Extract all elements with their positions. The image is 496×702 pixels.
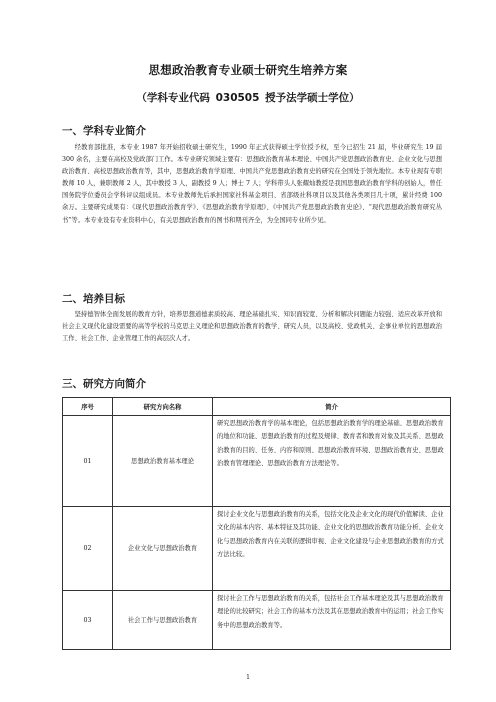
page-number: 1 bbox=[246, 674, 250, 681]
row-direction-name: 企业文化与思想政治教育 bbox=[113, 507, 213, 591]
overview-text: 经教育部批准，本专业 1987 年开始招收硕士研究生，1990 年正式获得硕士学位授予权，至今已招生 21 届，毕业研究生 19 届 300 余名，主要在高校及党政部门工作。本专业研究领域主要有：思想政治教育基本理论、中国共产党思想政治教育史、企业文化与思想政治教育、高校思想政治教育等，其中，思想政治教育学原理、中国共产党思想政治教育史的研究在全国处于领先地位。本专业现有专职教师 10 人，兼职教师 2 人，其中教授 3 人，副教授 9 人；博士 7 人；学科带头人张耀灿教授是我国思想政治教育学科的创始人，曾任国务院学位委员会学科评议组成员。本专业教师先后承担国家社科基金项目、省部级社科项目以及其他各类项目几十项，累计经费 100 余万。主要研究成果有：《现代思想政治教育学》、《思想政治教育学原理》、《中国共产党思想政治教育史论》、“现代思想政治教育研究丛书”等。本专业设有专业资料中心，有关思想政治教育的图书和期刊齐全，为全国同专业所少见。 bbox=[62, 144, 442, 224]
row-number: 03 bbox=[63, 591, 113, 650]
row-description: 探讨社会工作与思想政治教育的关系，包括社会工作基本理论及其与思想政治教育理论的比较研究；社会工作的基本方法及其在思想政治教育中的运用；社会工作实务中的思想政治教育等。 bbox=[213, 591, 451, 650]
table-row bbox=[63, 507, 451, 591]
row-direction-name: 思想政治教育基本理论 bbox=[113, 416, 213, 507]
section-heading-directions: 三、研究方向简介 bbox=[62, 378, 146, 390]
header-number: 序号 bbox=[63, 398, 113, 416]
table-row bbox=[63, 591, 451, 650]
row-description: 探讨企业文化与思想政治教育的关系，包括文化及企业文化的现代价值解读、企业文化的基本内容、基本特征及其功能、企业文化的思想政治教育功能分析、企业文化与思想政治教育内在关联的逻辑审视、企业文化建设与企业思想政治教育的方式方法比较。 bbox=[213, 507, 451, 591]
document-title: 思想政治教育专业硕士研究生培养方案 bbox=[148, 63, 348, 77]
section-heading-overview: 一、学科专业简介 bbox=[62, 125, 146, 137]
document-subtitle: （学科专业代码 030505 授予法学硕士学位） bbox=[136, 92, 360, 104]
table-header-row bbox=[63, 398, 451, 416]
row-number: 02 bbox=[63, 507, 113, 591]
row-description: 研究思想政治教育学的基本理论，包括思想政治教育学的理论基础、思想政治教育的地位和功能、思想政治教育的过程及规律、教育者和教育对象及其关系、思想政治教育的目的、任务、内容和原则、思想政治教育环境、思想政治教育史、思想政治教育管理理论、思想政治教育方法理论等。 bbox=[213, 416, 451, 507]
row-number: 01 bbox=[63, 416, 113, 507]
header-description: 简介 bbox=[213, 398, 451, 416]
research-directions-table bbox=[62, 397, 451, 650]
goals-text: 坚持德智体全面发展的教育方针，培养思想道德素质较高、理论基础扎实、知识面较宽、分析和解决问题能力较强、适应改革开放和社会主义现代化建设需要的高等学校的马克思主义理论和思想政治教育的教学、研究人员，以及高校、党政机关、企事业单位的思想政治工作、社会工作、企业管理工作的高层次人才。 bbox=[62, 311, 442, 343]
header-direction-name: 研究方向名称 bbox=[113, 398, 213, 416]
table-row bbox=[63, 416, 451, 507]
section-heading-goals: 二、培养目标 bbox=[62, 293, 125, 305]
row-direction-name: 社会工作与思想政治教育 bbox=[113, 591, 213, 650]
overview-paragraph bbox=[62, 142, 442, 227]
goals-paragraph bbox=[62, 309, 442, 345]
